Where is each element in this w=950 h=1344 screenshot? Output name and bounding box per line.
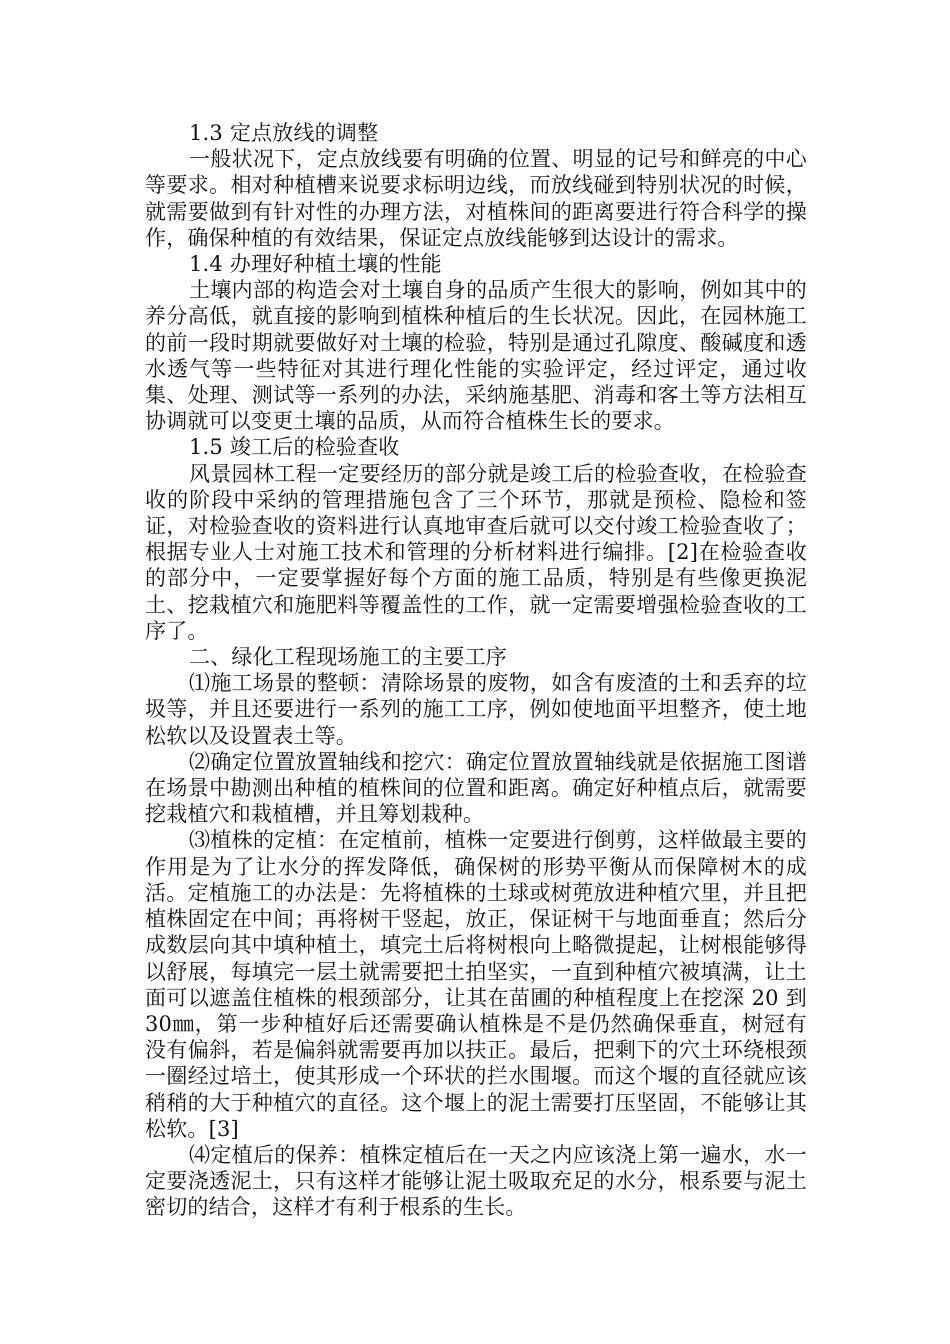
paragraph: 风景园林工程一定要经历的部分就是竣工后的检验查收，在检验查收的阶段中采纳的管理措施包含了三个环节，那就是预检、隐检和签证，对检验查收的资料进行认真地审查后就可以交付竣工检验查收了；根据专业人士对施工技术和管理的分析材料进行编排。[2]在检验查收的部分中，一定要掌握好每个方面的施工品质，特别是有些像更换泥土、挖栽植穴和施肥料等覆盖性的工作，就一定需要增强检验查收的工序了。 — [145, 461, 807, 643]
paragraph: ⑵确定位置放置轴线和挖穴：确定位置放置轴线就是依据施工图谱在场景中勘测出种植的植株间的位置和距离。确定好种植点后，就需要挖栽植穴和栽植槽，并且筹划栽种。 — [145, 749, 807, 827]
paragraph: 一般状况下，定点放线要有明确的位置、明显的记号和鲜亮的中心等要求。相对种植槽来说要求标明边线，而放线碰到特别状况的时候，就需要做到有针对性的办理方法，对植株间的距离要进行符合科学的操作，确保种植的有效结果，保证定点放线能够到达设计的需求。 — [145, 147, 807, 250]
paragraph: ⑴施工场景的整顿：清除场景的废物，如含有废渣的土和丢弃的垃圾等，并且还要进行一系列的施工工序，例如使地面平坦整齐，使土地松软以及设置表土等。 — [145, 671, 807, 748]
paragraph: ⑷定植后的保养：植株定植后在一天之内应该浇上第一遍水，水一定要浇透泥土，只有这样才能够让泥土吸取充足的水分，根系要与泥土密切的结合，这样才有利于根系的生长。 — [145, 1142, 807, 1220]
section-heading-1-3: 1.3 定点放线的调整 — [189, 121, 379, 145]
paragraph: 土壤内部的构造会对土壤自身的品质产生很大的影响，例如其中的养分高低，就直接的影响到植株种植后的生长状况。因此，在园林施工的前一段时期就要做好对土壤的检验，特别是通过孔隙度、酸碱度和透水透气等一些特征对其进行理化性能的实验评定，经过评定，通过收集、处理、测试等一系列的办法，采纳施基肥、消毒和客土等方法相互协调就可以变更土壤的品质，从而符合植株生长的要求。 — [145, 278, 807, 434]
paragraph: ⑶植株的定植：在定植前，植株一定要进行倒剪，这样做最主要的作用是为了让水分的挥发降低，确保树的形势平衡从而保障树木的成活。定植施工的办法是：先将植株的土球或树蔸放进种植穴里，并且把植株固定在中间；再将树干竖起，放正，保证树干与地面垂直；然后分成数层向其中填种植土，填完土后将树根向上略微提起，让树根能够得以舒展，每填完一层土就需要把土拍坚实，一直到种植穴被填满，让土面可以遮盖住植株的根颈部分，让其在苗圃的种植程度上在挖深 20 到 30㎜，第一步种植好后还需要确认植株是不是仍然确保垂直，树冠有没有偏斜，若是偏斜就需要再加以扶正。最后，把剩下的穴土环绕根颈一圈经过培土，使其形成一个环状的拦水围堰。而这个堰的直径就应该稍稍的大于种植穴的直径。这个堰上的泥土需要打压坚固，不能够让其松软。[3] — [145, 828, 807, 1141]
section-heading-1-4: 1.4 办理好种植土壤的性能 — [189, 252, 442, 277]
section-heading-1-5: 1.5 竣工后的检验查收 — [189, 435, 400, 460]
document-body — [145, 120, 807, 1221]
section-heading-2: 二、绿化工程现场施工的主要工序 — [189, 645, 507, 670]
